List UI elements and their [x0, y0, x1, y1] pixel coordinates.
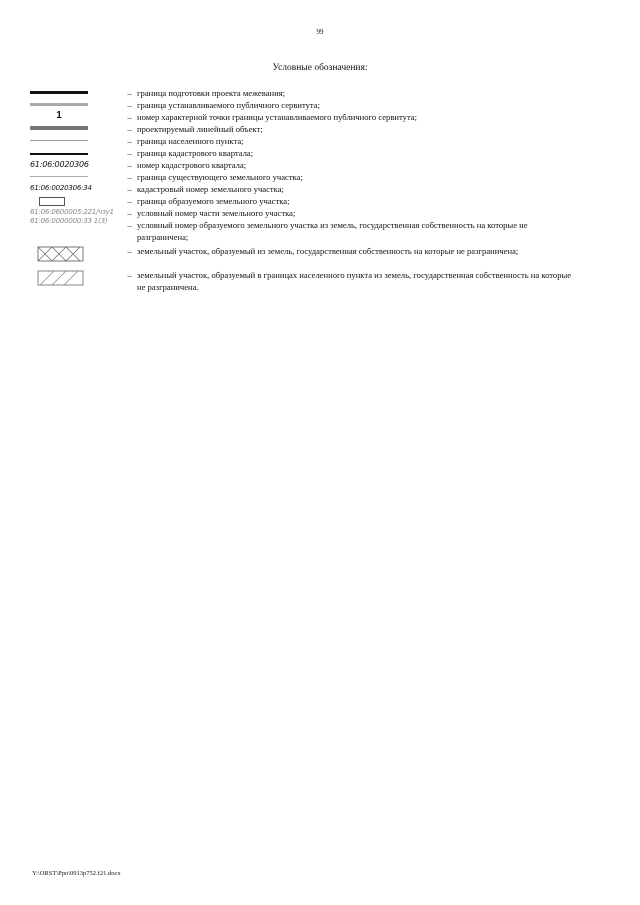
legend-row — [30, 99, 600, 111]
legend-dash: – — [127, 136, 132, 146]
legend-row — [30, 147, 600, 159]
legend-symbol-cadastral-number — [30, 183, 122, 195]
legend-description: условный номер образуемого земельного участка из земель, государственная собственность на которые не разграничена; — [137, 220, 528, 242]
legend-row — [30, 269, 600, 293]
legend-dash: – — [127, 196, 132, 206]
legend-row — [30, 195, 600, 207]
hatch-pattern-icon — [30, 270, 90, 286]
legend — [30, 87, 600, 293]
legend-description: земельный участок, образуемый из земель, государственная собственность на которые не разграничена; — [137, 246, 519, 256]
legend-symbol-label: 61:06:0020306:34 — [30, 184, 92, 192]
legend-row — [30, 183, 600, 195]
legend-description: номер характерной точки границы устанавливаемого публичного сервитута; — [137, 112, 418, 122]
file-path-footer: Y:\ORST\Ppo\0913p752.f21.docx — [32, 870, 121, 877]
legend-symbol-existing-plot-boundary — [30, 171, 122, 183]
legend-symbol-label: 61:06:0600005:221/чзу1 — [30, 208, 114, 216]
legend-row — [30, 245, 600, 267]
legend-dash: – — [127, 124, 132, 134]
legend-symbol-linear-object — [30, 123, 122, 135]
legend-description: проектируемый линейный объект; — [137, 124, 263, 134]
legend-symbol-crosshatch-plot — [30, 245, 122, 267]
legend-description: земельный участок, образуемый в границах населенного пункта из земель, государственная собственность на которые не разграничена. — [137, 270, 572, 292]
legend-description: номер кадастрового квартала; — [137, 160, 247, 170]
legend-dash: – — [127, 172, 132, 182]
legend-symbol-quarter-number — [30, 159, 122, 171]
legend-title: Условные обозначения: — [272, 63, 368, 73]
legend-dash: – — [127, 100, 132, 110]
legend-description: условный номер части земельного участка; — [137, 208, 296, 218]
legend-symbol-label: 1 — [56, 110, 62, 121]
legend-symbol-hatch-plot — [30, 269, 122, 291]
legend-row — [30, 219, 600, 243]
legend-description: граница кадастрового квартала; — [137, 148, 254, 158]
legend-description: граница существующего земельного участка; — [137, 172, 303, 182]
legend-symbol-quarter-boundary — [30, 147, 122, 159]
legend-description: граница населенного пункта; — [137, 136, 244, 146]
legend-dash: – — [127, 112, 132, 122]
legend-row — [30, 171, 600, 183]
legend-dash: – — [127, 148, 132, 158]
legend-symbol-settlement-boundary — [30, 135, 122, 147]
legend-dash: – — [127, 208, 132, 218]
legend-symbol-point-number — [30, 111, 122, 123]
legend-symbol-label: 61:06:0000000:33 1(3) — [30, 217, 108, 225]
legend-symbol-new-plot-number — [30, 219, 122, 231]
legend-symbol-label: 61:06:0020306 — [30, 160, 89, 169]
legend-row — [30, 159, 600, 171]
crosshatch-pattern-icon — [30, 246, 90, 262]
legend-row — [30, 207, 600, 219]
legend-description: граница подготовки проекта межевания; — [137, 88, 286, 98]
legend-row — [30, 87, 600, 99]
legend-dash: – — [127, 88, 132, 98]
legend-row — [30, 111, 600, 123]
legend-row — [30, 135, 600, 147]
legend-row — [30, 123, 600, 135]
legend-description: граница образуемого земельного участка; — [137, 196, 290, 206]
legend-dash: – — [127, 220, 132, 230]
legend-description: кадастровый номер земельного участка; — [137, 184, 284, 194]
legend-description: граница устанавливаемого публичного сервитута; — [137, 100, 320, 110]
legend-dash: – — [127, 184, 132, 194]
legend-symbol-project-boundary — [30, 87, 122, 99]
legend-dash: – — [127, 160, 132, 170]
legend-dash: – — [127, 270, 132, 280]
page-number: 99 — [316, 28, 324, 36]
legend-symbol-new-plot-boundary — [30, 195, 122, 207]
legend-dash: – — [127, 246, 132, 256]
